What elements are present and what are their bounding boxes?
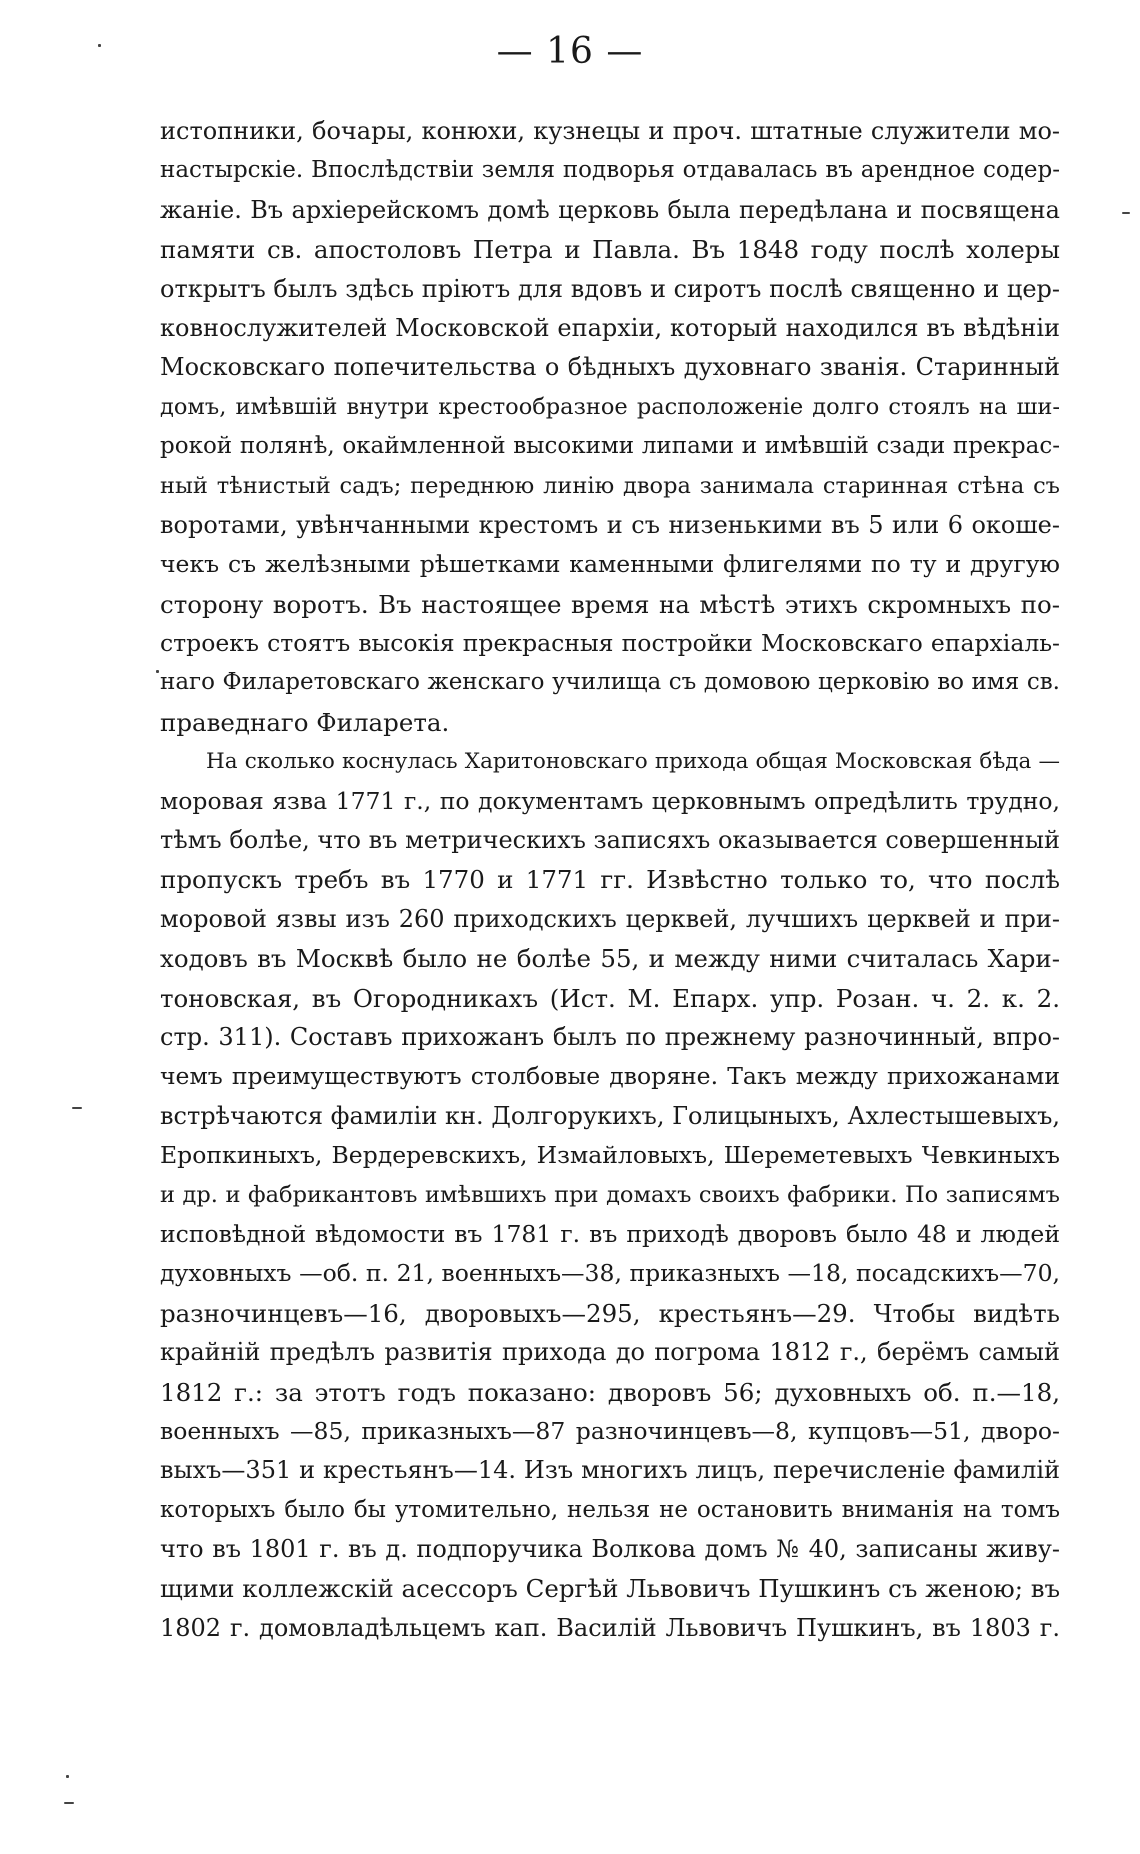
text-line: памяти св. апостоловъ Петра и Павла. Въ 1848 году послѣ холеры [160,235,1060,265]
text-line: пропускъ требъ въ 1770 и 1771 гг. Извѣстно только то, что послѣ [160,865,1060,895]
text-line: ный тѣнистый садъ; переднюю линію двора занимала старинная стѣна съ [160,472,1060,499]
text-line: моровая язва 1771 г., по документамъ церковнымъ опредѣлить трудно, [160,786,1060,815]
text-line: ковнослужителей Московской епархіи, который находился въ вѣдѣніи [160,313,1060,342]
scan-speck [1122,212,1130,214]
page-number: — 16 — [496,31,644,72]
text-line: щими коллежскій асессоръ Сергѣй Львовичъ Пушкинъ съ женою; въ [160,1574,1060,1604]
text-line: открытъ былъ здѣсь пріютъ для вдовъ и сиротъ послѣ священно и цер- [160,274,1060,303]
text-line: строекъ стоятъ высокія прекрасныя постройки Московскаго епархіаль- [160,629,1060,658]
text-line: наго Филаретовскаго женскаго училища съ домовою церковію во имя св. [160,669,1060,696]
text-line: встрѣчаются фамиліи кн. Долгорукихъ, Голицыныхъ, Ахлестышевыхъ, [160,1101,1060,1130]
text-line: и др. и фабрикантовъ имѣвшихъ при домахъ своихъ фабрики. По записямъ [160,1181,1060,1208]
scan-speck [66,1775,69,1778]
text-line: чемъ преимуществуютъ столбовые дворяне. Такъ между прихожанами [160,1062,1060,1091]
text-line: рокой полянѣ, окаймленной высокими липами и имѣвшій сзади прекрас- [160,433,1060,460]
paragraph-1 [160,112,1060,742]
scan-speck [64,1802,74,1804]
text-line: стр. 311). Составъ прихожанъ былъ по прежнему разночинный, впро- [160,1022,1060,1051]
text-line: домъ, имѣвшій внутри крестообразное расположеніе долго стоялъ на ши- [160,393,1060,420]
text-line: Московскаго попечительства о бѣдныхъ духовнаго званія. Старинный [160,353,1060,382]
text-line: разночинцевъ—16, дворовыхъ—295, крестьянъ—29. Чтобы видѣть [160,1298,1060,1328]
text-line: 1802 г. домовладѣльцемъ кап. Василій Львовичъ Пушкинъ, въ 1803 г. [160,1613,1060,1642]
text-line: военныхъ —85, приказныхъ—87 разночинцевъ—8, купцовъ—51, дворо- [160,1416,1060,1445]
body-text [160,112,1060,1648]
text-line: крайній предѣлъ развитія прихода до погрома 1812 г., берёмъ самый [160,1338,1060,1367]
scan-speck [156,670,159,673]
text-line: воротами, увѣнчанными крестомъ и съ низенькими въ 5 или 6 окоше- [160,510,1060,539]
text-line: чекъ съ желѣзными рѣшетками каменными флигелями по ту и другую [160,550,1060,579]
scan-speck [98,44,101,47]
text-line: исповѣдной вѣдомости въ 1781 г. въ приходѣ дворовъ было 48 и людей [160,1219,1060,1248]
text-line: ходовъ въ Москвѣ было не болѣе 55, и между ними считалась Хари- [160,944,1060,974]
text-line: 1812 г.: за этотъ годъ показано: дворовъ 56; духовныхъ об. п.—18, [160,1377,1060,1407]
text-line: которыхъ было бы утомительно, нельзя не остановить вниманія на томъ [160,1496,1060,1523]
text-line: праведнаго Филарета. [160,707,450,737]
text-line: истопники, бочары, конюхи, кузнецы и проч. штатные служители мо- [160,117,1060,145]
text-line: тоновская, въ Огородникахъ (Ист. М. Епарх. упр. Розан. ч. 2. к. 2. [160,983,1060,1013]
text-line: выхъ—351 и крестьянъ—14. Изъ многихъ лицъ, перечисленіе фамилій [160,1456,1060,1485]
text-line: что въ 1801 г. въ д. подпоручика Волкова домъ № 40, записаны живу- [160,1535,1060,1564]
text-line: моровой язвы изъ 260 приходскихъ церквей, лучшихъ церквей и при- [160,904,1060,933]
text-line: тѣмъ болѣе, что въ метрическихъ записяхъ оказывается совершенный [160,826,1060,855]
text-line: сторону воротъ. Въ настоящее время на мѣстѣ этихъ скромныхъ по- [160,589,1060,619]
text-line: духовныхъ —об. п. 21, военныхъ—38, приказныхъ —18, посадскихъ—70, [160,1259,1060,1288]
paragraph-2 [160,742,1060,1648]
text-line: настырскіе. Впослѣдствіи земля подворья отдавалась въ арендное содер- [160,157,1060,184]
scan-speck [72,1107,82,1109]
text-line: На сколько коснулась Харитоновскаго прихода общая Московская бѣда — [206,749,1060,775]
text-line: Еропкиныхъ, Вердеревскихъ, Измайловыхъ, Шереметевыхъ Чевкиныхъ [160,1141,1060,1170]
text-line: жаніе. Въ архіерейскомъ домѣ церковь была передѣлана и посвящена [160,195,1060,224]
